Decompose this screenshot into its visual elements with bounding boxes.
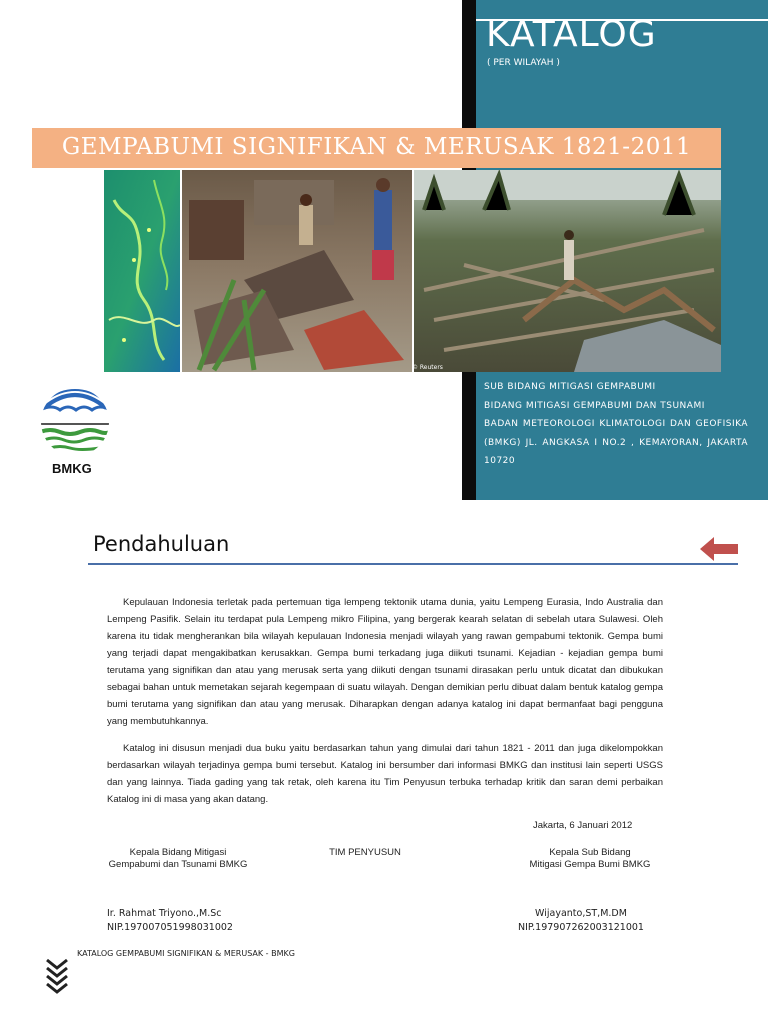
left-name: Ir. Rahmat Triyono.,M.Sc — [107, 908, 222, 919]
seismic-map-image — [104, 170, 180, 372]
cover-subtitle: ( PER WILAYAH ) — [487, 58, 560, 68]
right-title-line2: Mitigasi Gempa Bumi BMKG — [529, 858, 651, 870]
signature-middle: TIM PENYUSUN — [329, 847, 401, 858]
signatory-left — [107, 907, 233, 934]
left-title-line2: Gempabumi dan Tsunami BMKG — [108, 858, 248, 870]
bmkg-logo — [40, 386, 110, 458]
section-heading: Pendahuluan — [93, 532, 230, 556]
photo-credit: © Reuters — [412, 364, 443, 371]
intro-paragraph-2: Katalog ini disusun menjadi dua buku yaitu berdasarkan tahun yang dimulai dari tahun 1821 - 2011 dan juga dikelompokkan berdasarkan wilayah terjadinya gempa bumi tersebut. Katalog ini bersumber dari informasi BMKG dan institusi lain seperti USGS dan yang lainnya. Tiada gading yang tak retak, oleh karena itu Tim Penyusun terbuka terhadap kritik dan saran demi perbaikan Katalog ini di masa yang akan datang. — [107, 743, 663, 805]
banner-title: GEMPABUMI SIGNIFIKAN & MERUSAK 1821-2011 — [61, 134, 692, 160]
logo-text: BMKG — [52, 461, 92, 476]
tsunami-damage-photo — [412, 170, 721, 372]
right-name: Wijayanto,ST,M.DM — [535, 908, 627, 919]
footer-text: KATALOG GEMPABUMI SIGNIFIKAN & MERUSAK - BMKG — [77, 949, 295, 958]
left-nip: NIP.197007051998031002 — [107, 921, 233, 933]
address-line: SUB BIDANG MITIGASI GEMPABUMI — [484, 382, 656, 392]
chevron-down-icon — [45, 958, 69, 998]
address-line: BIDANG MITIGASI GEMPABUMI DAN TSUNAMI — [484, 400, 705, 411]
cover-title: KATALOG — [486, 14, 657, 55]
left-title-line1: Kepala Bidang Mitigasi — [129, 847, 227, 858]
signing-date: Jakarta, 6 Januari 2012 — [533, 820, 633, 831]
earthquake-damage-photo — [182, 170, 412, 372]
intro-paragraph-1: Kepulauan Indonesia terletak pada pertemuan tiga lempeng tektonik utama dunia, yaitu Lempeng Eurasia, Indo Australia dan Lempeng Pasifik. Selain itu terdapat pula Lempeng mikro Filipina, yang bergerak kearah selatan di sebelah utara Sulawesi. Oleh karena itu tidak mengherankan bila wilayah kepulauan Indonesia menjadi wilayah yang rawan gempabumi tektonik. Gempa bumi yang terjadi dapat mengakibatkan kerusakkan. Gempa bumi terkadang juga diikuti tsunami. Kejadian - kejadian gempa bumi terutama yang signifikan dan atau yang merusak serta yang diikuti dengan tsunami dirasakan perlu untuk dicatat dan dibukukan sebagai bahan untuk memetakan sejarah kegempaan di suatu wilayah. Dengan demikian perlu dibuat dalam bentuk katalog gempa bumi terutama yang signifikan dan atau yang merusak. Diharapkan dengan adanya katalog ini dapat bermanfaat bagi pengguna yang membutuhkannya. — [107, 597, 663, 727]
right-title-line1: Kepala Sub Bidang — [549, 847, 631, 858]
address-line: BADAN METEOROLOGI KLIMATOLOGI DAN GEOFISIKA (BMKG) JL. ANGKASA I NO.2 , KEMAYORAN, JAKARTA 10720 — [484, 419, 748, 466]
heading-rule — [88, 563, 738, 565]
cover-address — [484, 378, 748, 471]
signature-left-title — [105, 847, 251, 870]
right-nip: NIP.197907262003121001 — [518, 921, 644, 933]
arrow-left-icon[interactable] — [700, 536, 740, 562]
signatory-right — [516, 907, 646, 934]
signature-right-title — [520, 847, 660, 870]
cover-banner — [32, 128, 721, 168]
cover-photo-strip — [104, 170, 721, 372]
